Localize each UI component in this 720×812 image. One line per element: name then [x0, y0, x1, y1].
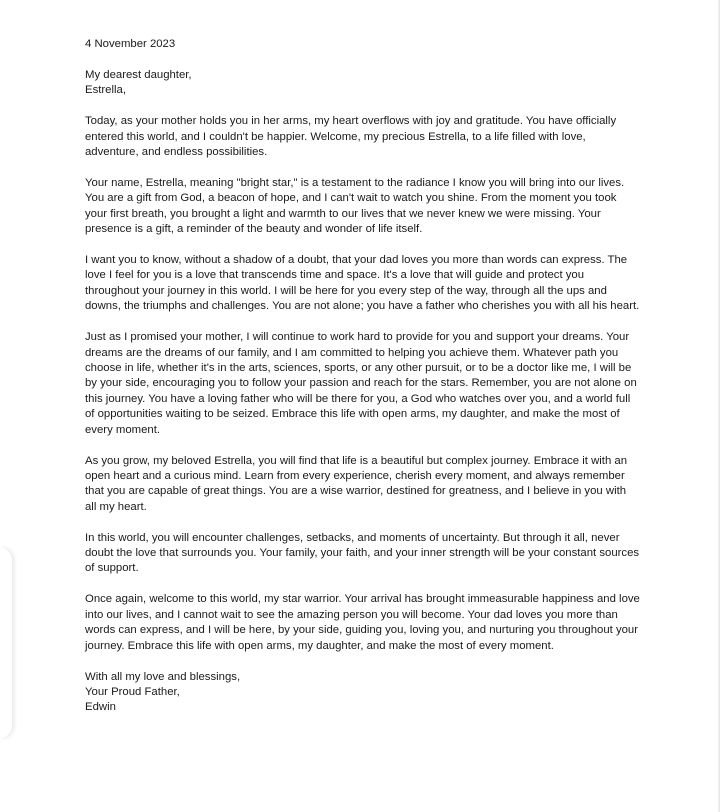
closing-line-2: Your Proud Father, [85, 685, 180, 698]
salutation-line-2: Estrella, [85, 84, 126, 97]
letter-date: 4 November 2023 [85, 38, 176, 50]
paragraph-4: Just as I promised your mother, I will continue to work hard to provide for you and support your dreams. Your dreams are the dreams of our family, and I am committed to helping you achieve them. Whatever path you choose in life, whether it's in the arts, sciences, sports, or any other pursuit, or to be a doctor like me, I will be by your side, encouraging you to follow your passion and reach for the stars. Remember, you are not alone on this journey. You have a loving father who will be there for you, a God who watches over you, and a world full of opportunities waiting to be seized. Embrace this life with open arms, my daughter, and make the most of every moment. [85, 331, 637, 436]
paragraph-6: In this world, you will encounter challenges, setbacks, and moments of uncertainty. But through it all, never doubt the love that surrounds you. Your family, your faith, and your inner strength will be your constant sources of support. [85, 531, 640, 575]
letter-body [85, 37, 640, 716]
paragraph-2: Your name, Estrella, meaning "bright star," is a testament to the radiance I know you will bring into our lives. You are a gift from God, a beacon of hope, and I can't wait to watch you shine. From the moment you took your first breath, you brought a light and warmth to our lives that we never knew we were missing. Your presence is a gift, a reminder of the beauty and wonder of life itself. [85, 176, 625, 236]
salutation-line-1: My dearest daughter, [85, 68, 192, 81]
closing-line-1: With all my love and blessings, [85, 670, 241, 683]
closing [85, 670, 640, 716]
paragraph-7: Once again, welcome to this world, my star warrior. Your arrival has brought immeasurable happiness and love into our lives, and I cannot wait to see the amazing person you will become. Your dad loves you more than words can express, and I will be here, by your side, guiding you, loving you, and nurturing you throughout your journey. Embrace this life with open arms, my daughter, and make the most of every moment. [85, 593, 640, 652]
salutation [85, 68, 640, 99]
side-pull-tab[interactable] [0, 548, 12, 738]
paragraph-5: As you grow, my beloved Estrella, you will find that life is a beautiful but complex journey. Embrace it with an open heart and a curious mind. Learn from every experience, cherish every moment, and always remember that you are capable of great things. You are a wise warrior, destined for greatness, and I believe in you with all my heart. [85, 454, 628, 513]
paragraph-3: I want you to know, without a shadow of a doubt, that your dad loves you more than words can express. The love I feel for you is a love that transcends time and space. It's a love that will guide and protect you throughout your journey in this world. I will be here for you every step of the way, through all the ups and downs, the triumphs and challenges. You are not alone; you have a father who cherishes you with all his heart. [85, 254, 640, 313]
signature: Edwin [85, 701, 116, 714]
paragraph-1: Today, as your mother holds you in her arms, my heart overflows with joy and gratitude. You have officially entered this world, and I couldn't be happier. Welcome, my precious Estrella, to a life filled with love, adventure, and endless possibilities. [85, 115, 617, 159]
